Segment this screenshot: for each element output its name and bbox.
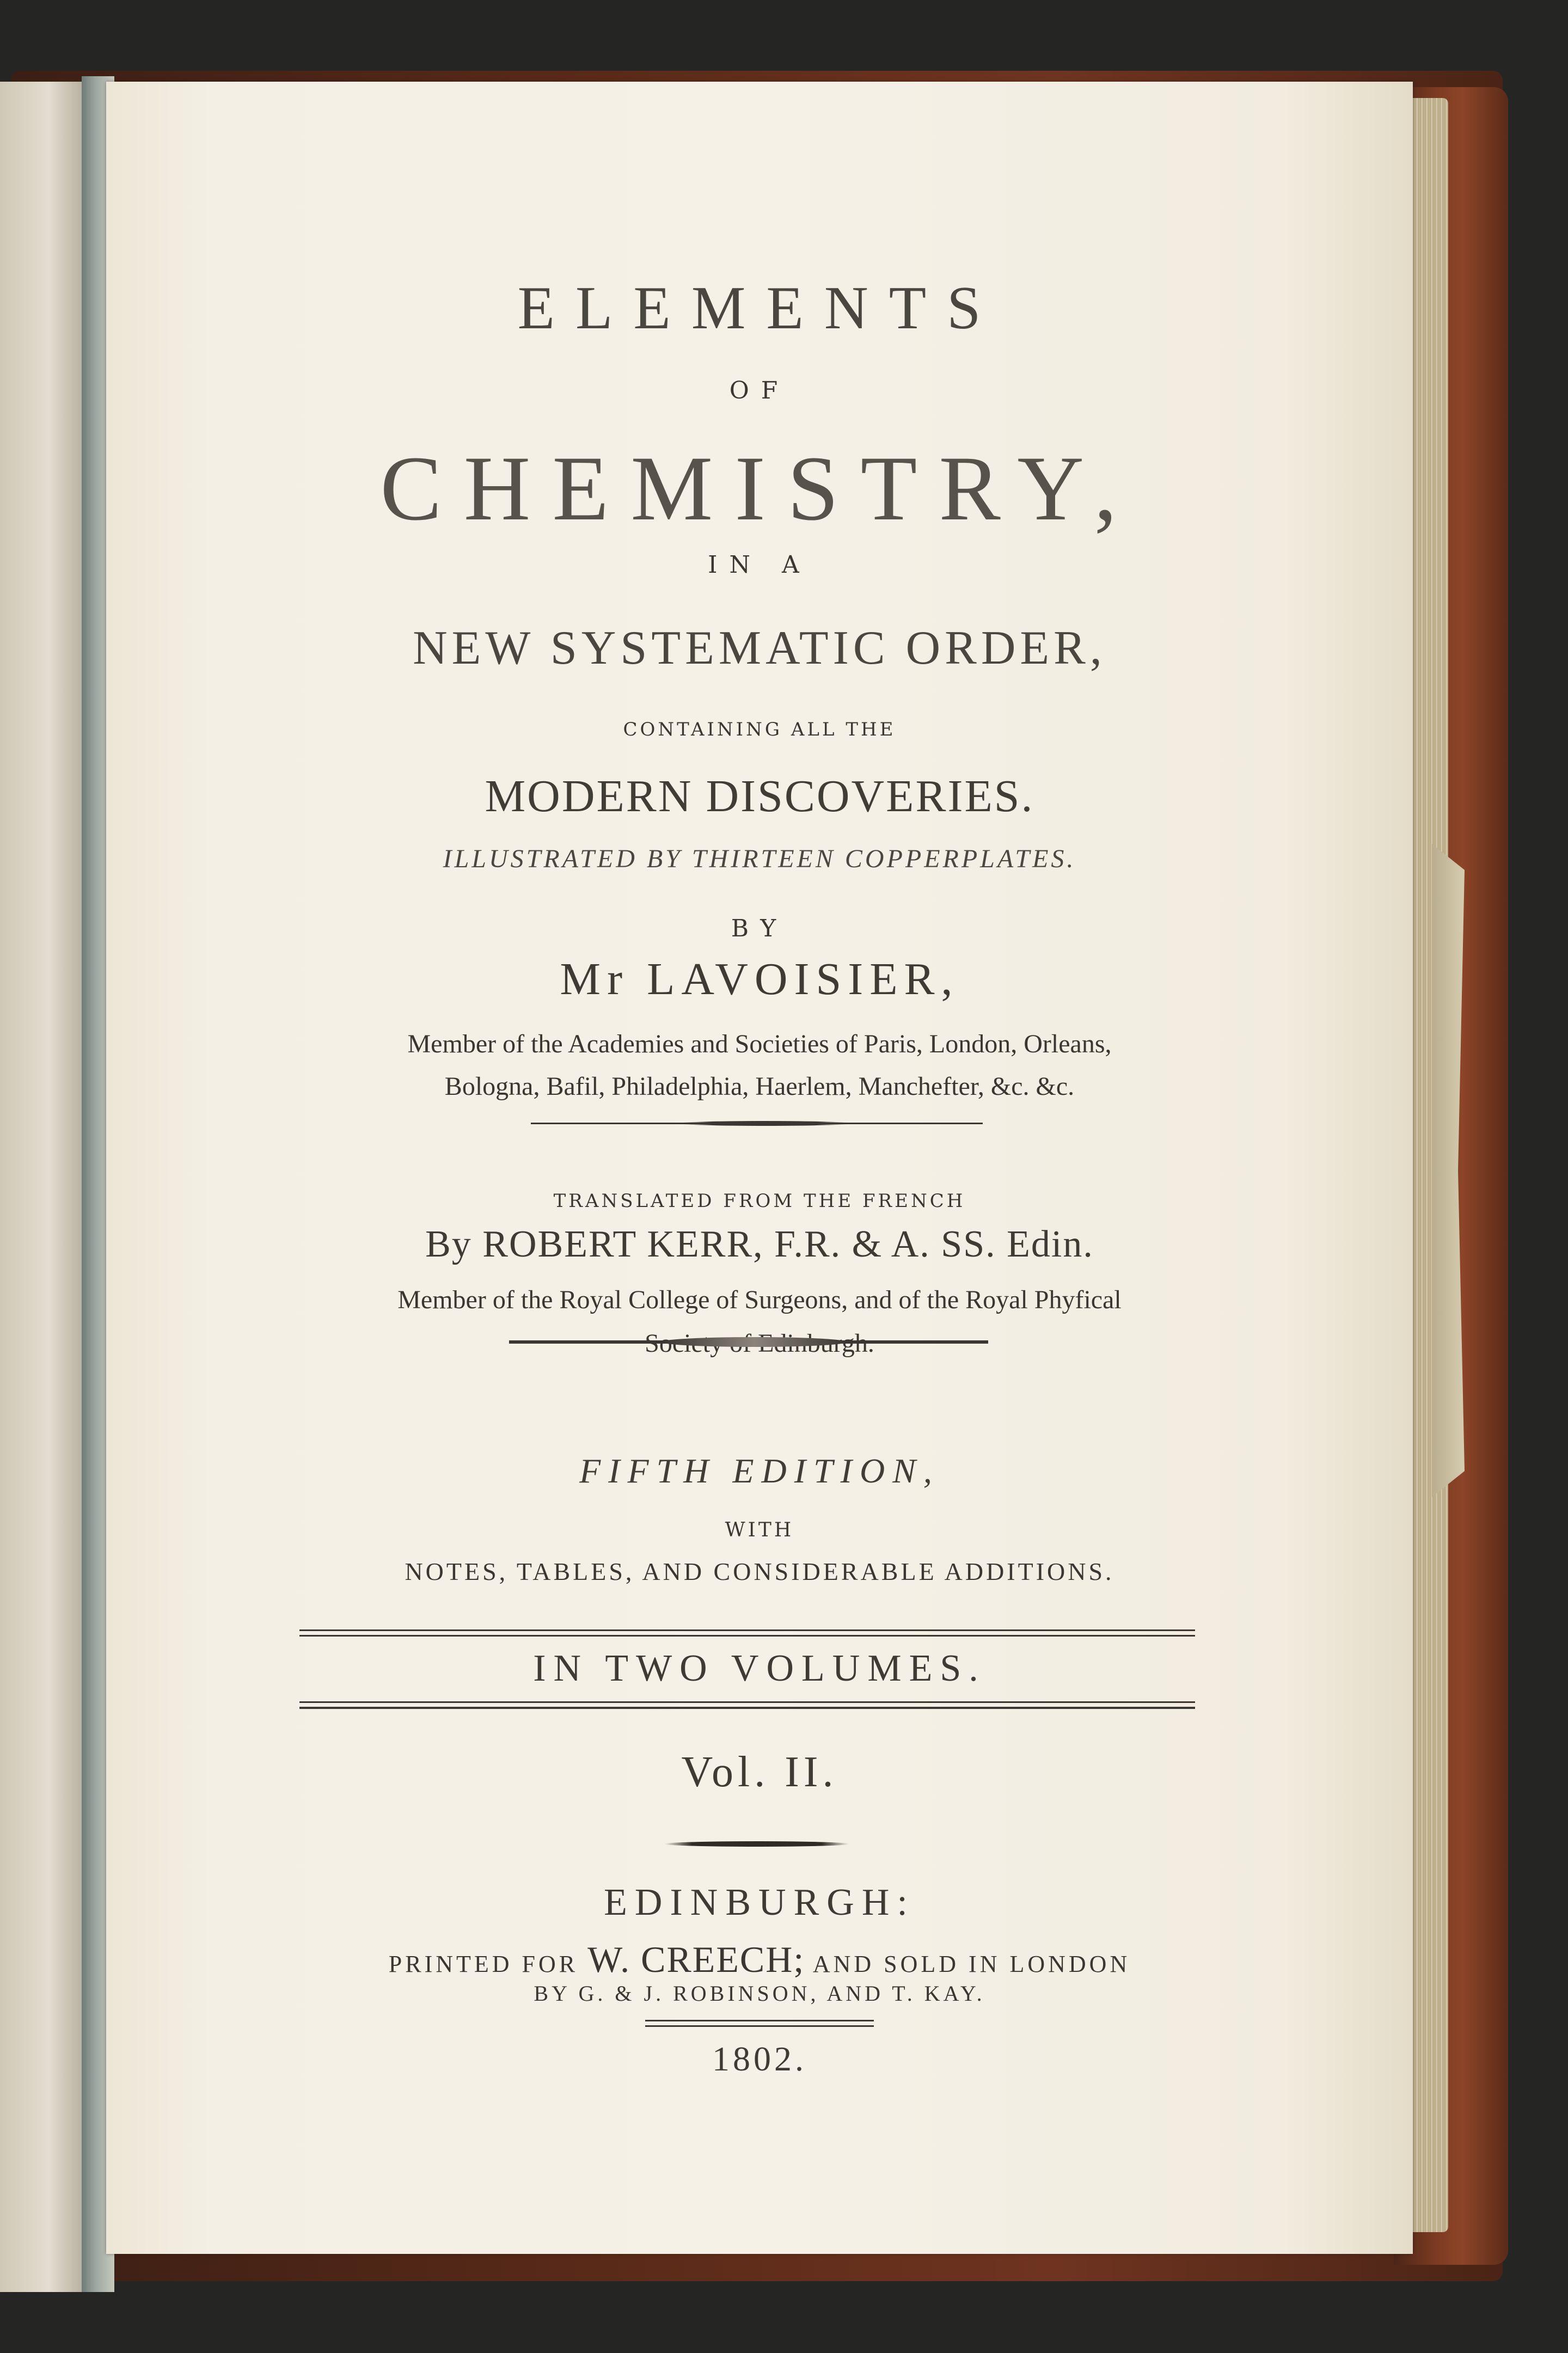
imprint-printer-line (106, 1938, 1413, 1981)
double-rule (299, 1707, 1195, 1709)
author-name: Mr LAVOISIER, (560, 954, 959, 1004)
double-rule (299, 1701, 1195, 1703)
by-label: BY (731, 915, 788, 942)
title-page (106, 82, 1413, 2254)
title-in-a: IN A (708, 551, 811, 579)
divider-ornament (664, 1841, 849, 1847)
volumes-label: IN TWO VOLUMES. (533, 1647, 986, 1689)
subtitle-new-order: NEW SYSTEMATIC ORDER, (413, 622, 1106, 675)
divider-ornament (661, 1337, 847, 1347)
facing-page (0, 82, 82, 2292)
divider-ornament (678, 1121, 852, 1126)
subtitle-modern: MODERN DISCOVERIES. (485, 771, 1034, 822)
subtitle-illustrated: ILLUSTRATED BY THIRTEEN COPPERPLATES. (443, 844, 1076, 873)
double-rule (645, 2025, 874, 2027)
title-of: OF (729, 377, 790, 405)
imprint-year: 1802. (712, 2039, 807, 2078)
title-elements: ELEMENTS (517, 274, 1002, 342)
sold-in-label: AND SOLD IN LONDON (812, 1951, 1131, 1977)
title-chemistry: CHEMISTRY, (380, 437, 1139, 540)
double-rule (645, 2020, 874, 2021)
author-affiliation-1: Member of the Academies and Societies of Paris, London, Orleans, (407, 1030, 1112, 1058)
volume-number: Vol. II. (681, 1748, 838, 1796)
double-rule (299, 1629, 1195, 1631)
imprint-place: EDINBURGH: (604, 1882, 915, 1923)
additions-label: NOTES, TABLES, AND CONSIDERABLE ADDITIONS. (405, 1558, 1114, 1585)
double-rule (299, 1635, 1195, 1637)
with-label: WITH (725, 1519, 794, 1541)
printed-for-label: PRINTED FOR (388, 1951, 579, 1977)
subtitle-containing: CONTAINING ALL THE (623, 719, 896, 740)
author-affiliation-2: Bologna, Bafil, Philadelphia, Haerlem, Manchefter, &c. &c. (444, 1072, 1075, 1101)
imprint-sellers: BY G. & J. ROBINSON, AND T. KAY. (534, 1981, 985, 2006)
translated-label: TRANSLATED FROM THE FRENCH (553, 1190, 966, 1212)
edition-label: FIFTH EDITION, (579, 1451, 940, 1490)
printer-name: W. CREECH; (587, 1939, 805, 1980)
translator-name: By ROBERT KERR, F.R. & A. SS. Edin. (425, 1223, 1094, 1265)
translator-affiliation-1: Member of the Royal College of Surgeons, and of the Royal Phyfical (397, 1285, 1122, 1314)
